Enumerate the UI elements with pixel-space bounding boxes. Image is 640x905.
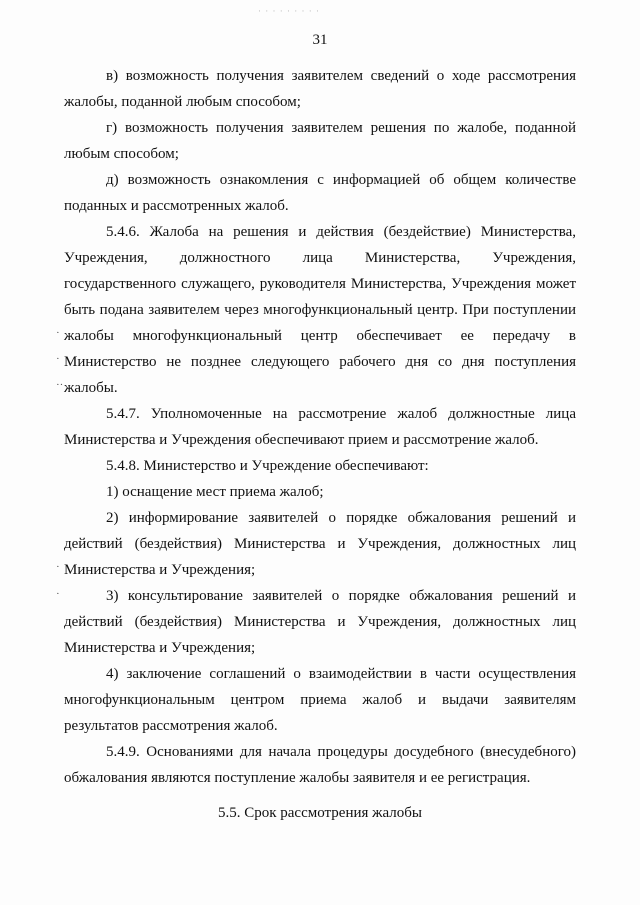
paragraph-5-4-8: 5.4.8. Министерство и Учреждение обеспечивают: (106, 458, 429, 474)
paragraph-item-d: д) возможность ознакомления с информацией об общем количестве поданных и рассмотренных жалоб. (64, 172, 576, 214)
paragraph-item-g: г) возможность получения заявителем решения по жалобе, поданной любым способом; (64, 120, 576, 162)
margin-scan-mark: · (56, 561, 60, 573)
list-item-4: 4) заключение соглашений о взаимодействии в части осуществления многофункциональным центром приема жалоб и выдачи заявителям результатов рассмотрения жалоб. (64, 666, 576, 734)
margin-scan-mark: · (56, 327, 60, 339)
paragraph-5-4-7: 5.4.7. Уполномоченные на рассмотрение жалоб должностные лица Министерства и Учреждения обеспечивают прием и рассмотрение жалоб. (64, 406, 576, 448)
list-item-2: 2) информирование заявителей о порядке обжалования решений и действий (бездействия) Министерства и Учреждения, должностных лиц Министерства и Учреждения; (64, 510, 576, 578)
paragraph-5-4-6: 5.4.6. Жалоба на решения и действия (бездействие) Министерства, Учреждения, должностного лица Министерства, Учреждения, государственного служащего, руководителя Министерства, Учреждения может быть подана заявителем через многофункциональный центр. При поступлении жалобы многофункциональный центр обеспечивает ее передачу в Министерство не позднее следующего рабочего дня со дня поступления жалобы. (64, 224, 576, 396)
page-number: 31 (312, 32, 328, 48)
margin-scan-mark: · (56, 353, 60, 365)
margin-scan-mark: · (56, 588, 60, 600)
scan-artifact: · · · · · · · · · (258, 6, 320, 16)
list-item-1: 1) оснащение мест приема жалоб; (106, 484, 324, 500)
section-heading: 5.5. Срок рассмотрения жалобы (217, 805, 422, 821)
list-item-3: 3) консультирование заявителей о порядке обжалования решений и действий (бездействия) Министерства и Учреждения, должностных лиц Министерства и Учреждения; (64, 588, 576, 656)
document-body (64, 63, 576, 791)
margin-scan-mark: ·· (56, 379, 64, 391)
paragraph-item-v: в) возможность получения заявителем сведений о ходе рассмотрения жалобы, поданной любым способом; (64, 68, 576, 110)
paragraph-5-4-9: 5.4.9. Основаниями для начала процедуры досудебного (внесудебного) обжалования являются поступление жалобы заявителя и ее регистрация. (64, 744, 576, 786)
